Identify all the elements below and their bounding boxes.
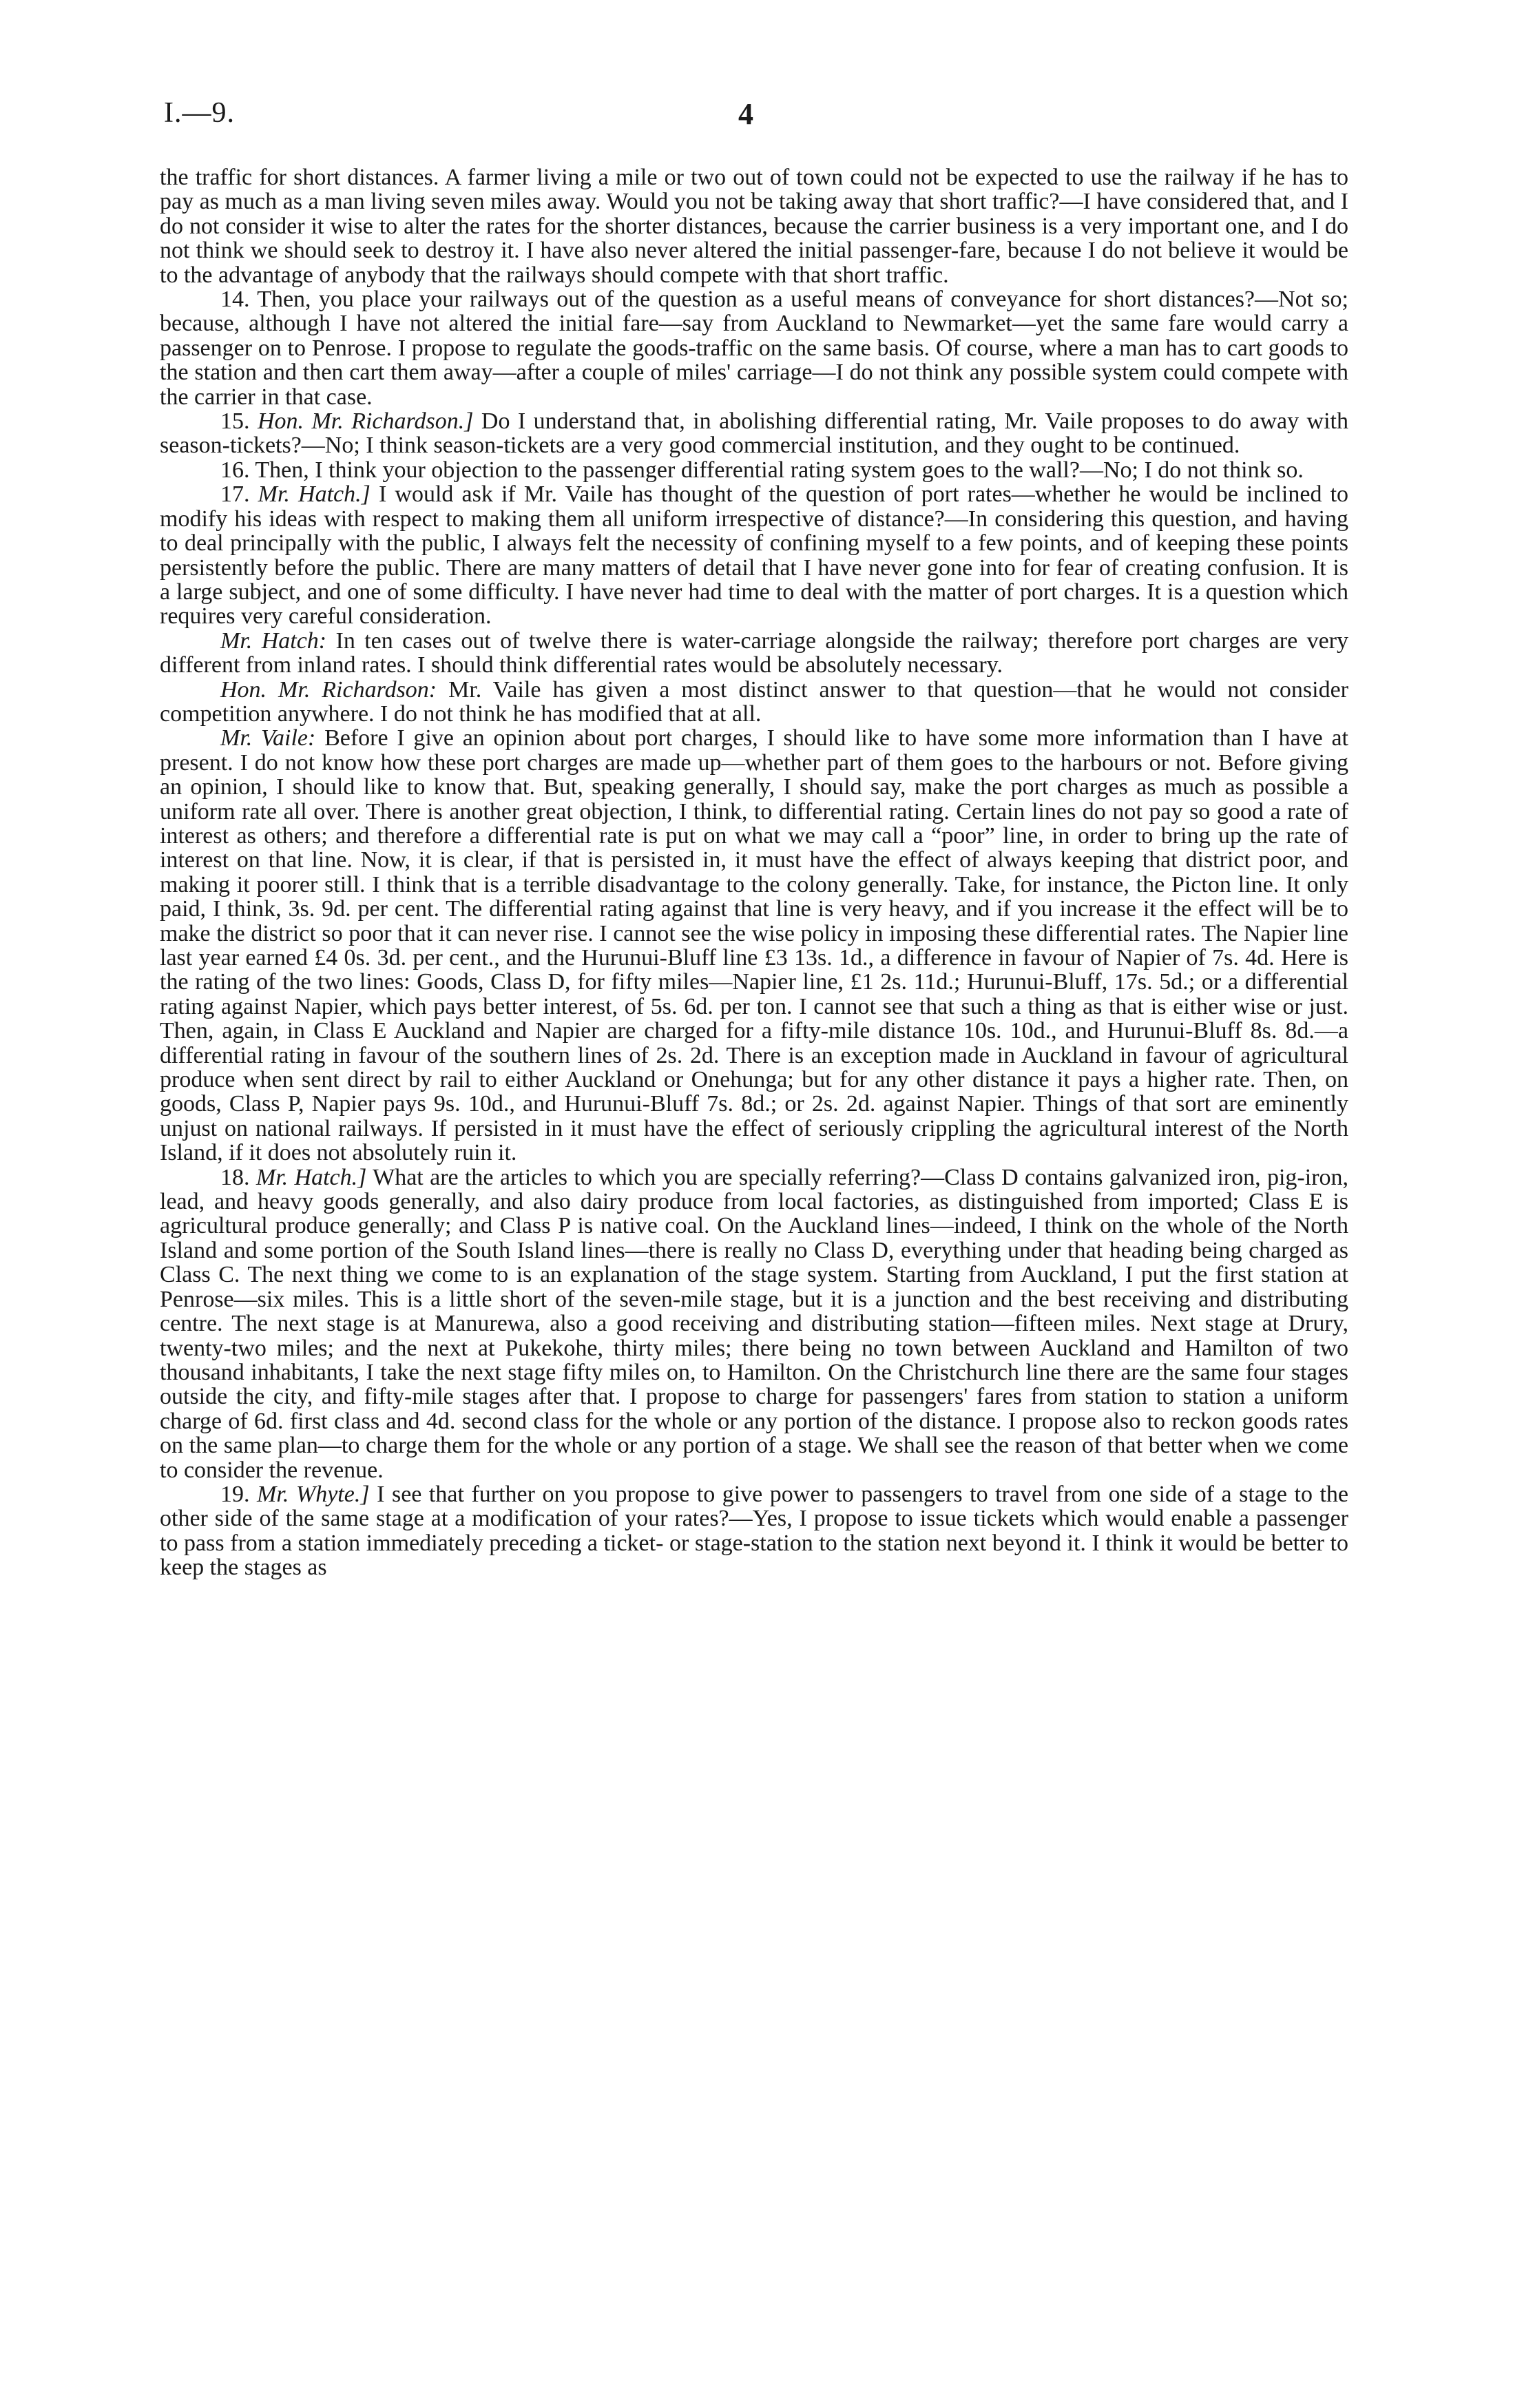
question-number: 19.	[220, 1481, 250, 1507]
paragraph-text: What are the articles to which you are specially referring?—Class D contains galvanized iron, pig-iron, lead, and heavy goods generally, and also dairy produce from local factories, as distinguished from imported; Class E is agricultural produce generally; and Class P is native coal. On the Auckland lines—indeed, I think on the whole of the North Island and some portion of the South Island lines—there is really no Class D, everything under that heading being charged as Class C. The next thing we come to is an explanation of the stage system. Starting from Auckland, I put the first station at Penrose—six miles. This is a little short of the seven-mile stage, but it is a junction and the best receiving and distributing centre. The next stage is at Manurewa, also a good receiving and distributing station—fifteen miles. Next stage at Drury, twenty-two miles; and the next at Pukekohe, thirty miles; there being no town between Auckland and Hamilton of two thousand inhabitants, I take the next stage fifty miles on, to Hamilton. On the Christchurch line there are the same four stages outside the city, and fifty-mile stages after that. I propose to charge for passengers' fares from station to station a uniform charge of 6d. first class and 4d. second class for the whole or any portion of the distance. I propose also to reckon goods rates on the same plan—to charge them for the whole or any portion of a stage. We shall see the reason of that better when we come to consider the revenue.	[160, 1164, 1349, 1483]
speaker-name: Mr. Hatch:	[220, 627, 327, 654]
paragraph-16	[160, 458, 1348, 482]
speaker-name: Mr. Whyte.]	[257, 1481, 370, 1507]
speaker-name: Mr. Hatch.]	[258, 481, 371, 508]
speaker-name: Mr. Hatch.]	[255, 1164, 367, 1190]
body-text	[160, 165, 1348, 1580]
paragraph-text: In ten cases out of twelve there is water-carriage alongside the railway; therefore port charges are very different from inland rates. I should think differential rates would be absolutely necessary.	[160, 627, 1349, 678]
paper-reference: I.—9.	[164, 97, 235, 129]
paragraph-18	[160, 1165, 1348, 1482]
paragraph-text: the traffic for short distances. A farmer living a mile or two out of town could not be expected to use the railway if he has to pay as much as a man living seven miles away. Would you not be taking away that short traffic?—I have considered that, and I do not consider it wise to alter the rates for the shorter distances, because the carrier business is a very important one, and I do not think we should seek to destroy it. I have also never altered the initial passenger-fare, because I do not believe it would be to the advantage of anybody that the railways should compete with that short traffic.	[160, 165, 1348, 288]
page-header	[164, 96, 1348, 138]
paragraph-14	[160, 287, 1348, 409]
question-number: 18.	[220, 1164, 250, 1190]
speaker-name: Hon. Mr. Richardson:	[220, 676, 437, 703]
paragraph-text: I would ask if Mr. Vaile has thought of the question of port rates—whether he would be inclined to modify his ideas with respect to making them all uniform irrespective of distance?—In considering this question, and having to deal principally with the public, I always felt the necessity of confining myself to a few points, and of keeping these points persistently before the public. There are many matters of detail that I have never gone into for fear of creating confusion. It is a large subject, and one of some difficulty. I have never had time to deal with the matter of port charges. It is a question which requires very careful consideration.	[160, 481, 1349, 630]
question-number: 17.	[220, 481, 250, 508]
paragraph-15	[160, 409, 1348, 458]
question-number: 15.	[220, 408, 250, 435]
speaker-name: Mr. Vaile:	[220, 725, 316, 751]
paragraph-continued	[160, 165, 1348, 287]
speaker-name: Hon. Mr. Richardson.]	[257, 408, 474, 435]
paragraph-text: 16. Then, I think your objection to the passenger differential rating system goes to the wall?—No; I do not think so.	[220, 457, 1304, 483]
paragraph-text: Before I give an opinion about port charges, I should like to have some more information than I have at present. I do not know how these port charges are made up—whether part of them goes to the harbours or not. Before giving an opinion, I should like to know that. But, speaking generally, I should say, make the port charges as much as possible a uniform rate all over. There is another great objection, I think, to differential rating. Certain lines do not pay so good a rate of interest as others; and therefore a differential rate is put on what we may call a “poor” line, in order to bring up the rate of interest on that line. Now, it is clear, if that is persisted in, it must have the effect of always keeping that district poor, and making it poorer still. I think that is a terrible disadvantage to the colony generally. Take, for instance, the Picton line. It only paid, I think, 3s. 9d. per cent. The differential rating against that line is very heavy, and if you increase it the effect will be to make the district so poor that it can never rise. I cannot see the wise policy in imposing these differential rates. The Napier line last year earned £4 0s. 3d. per cent., and the Hurunui-Bluff line £3 13s. 1d., a difference in favour of Napier of 7s. 4d. Here is the rating of the two lines: Goods, Class D, for fifty miles—Napier line, £1 2s. 11d.; Hurunui-Bluff, 17s. 5d.; or a differential rating against Napier, which pays better interest, of 5s. 6d. per ton. I cannot see that such a thing as that is either wise or just. Then, again, in Class E Auckland and Napier are charged for a fifty-mile distance 10s. 10d., and Hurunui-Bluff 8s. 8d.—a differential rating in favour of the southern lines of 2s. 2d. There is an exception made in Auckland in favour of agricultural produce when sent direct by rail to either Auckland or Onehunga; but for any other distance it pays a higher rate. Then, on goods, Class P, Napier pays 9s. 10d., and Hurunui-Bluff 7s. 8d.; or 2s. 2d. against Napier. Things of that sort are eminently unjust on national railways. If persisted in it must have the effect of seriously crippling the agricultural interest of the North Island, if it does not absolutely ruin it.	[160, 725, 1349, 1166]
paragraph-richardson-remark	[160, 678, 1348, 727]
paragraph-17	[160, 482, 1348, 628]
paragraph-hatch-remark	[160, 629, 1348, 678]
paragraph-text: 14. Then, you place your railways out of the question as a useful means of conveyance for short distances?—Not so; because, although I have not altered the initial fare—say from Auckland to Newmarket—yet the same fare would carry a passenger on to Penrose. I propose to regulate the goods-traffic on the same basis. Of course, where a man has to cart goods to the station and then cart them away—after a couple of miles' carriage—I do not think any possible system could compete with the carrier in that case.	[160, 287, 1348, 410]
paragraph-text: I see that further on you propose to give power to passengers to travel from one side of a stage to the other side of the same stage at a modification of your rates?—Yes, I propose to issue tickets which would enable a passenger to pass from a station immediately preceding a ticket- or stage-station to the station next beyond it. I think it would be better to keep the stages as	[160, 1481, 1349, 1581]
paragraph-text: Mr. Vaile has given a most distinct answer to that question—that he would not consider competition anywhere. I do not think he has modified that at all.	[160, 676, 1349, 727]
paragraph-text: Do I understand that, in abolishing differential rating, Mr. Vaile proposes to do away with season-tickets?—No; I think season-tickets are a very good commercial institution, and they ought to be continued.	[160, 408, 1349, 459]
page-number: 4	[738, 97, 753, 131]
paragraph-19	[160, 1482, 1348, 1580]
paragraph-vaile-remark	[160, 726, 1348, 1165]
